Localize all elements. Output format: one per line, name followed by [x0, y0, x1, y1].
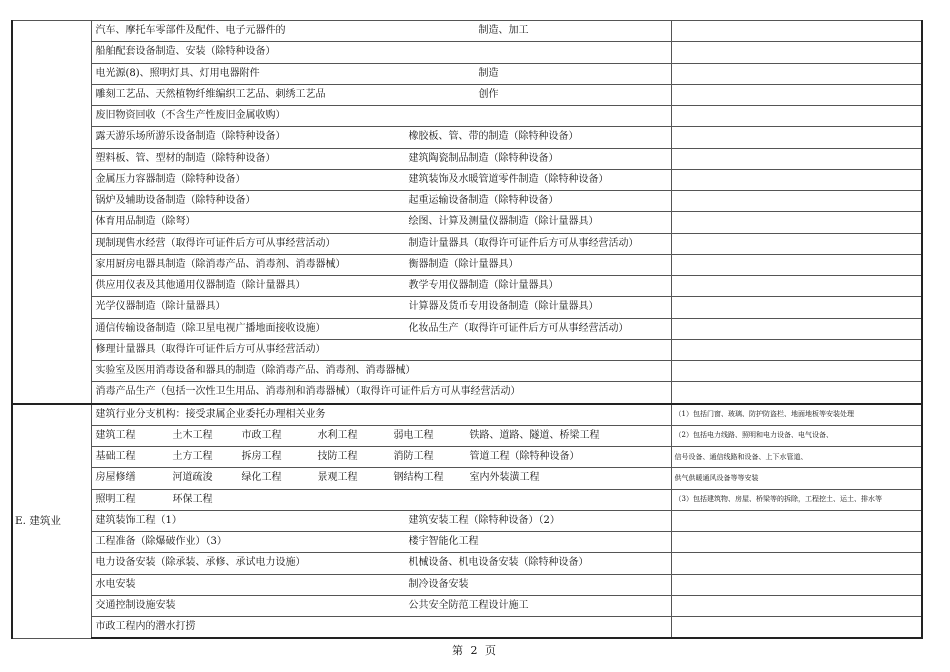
note-cell	[671, 361, 922, 382]
scope-item: 机械设备、机电设备安装（除特种设备）	[408, 557, 589, 569]
scope-item: 公共安全防范工程设计施工	[408, 599, 529, 611]
note-cell	[671, 617, 922, 639]
note-cell	[671, 297, 922, 318]
note-cell	[671, 489, 922, 510]
scope-item: 计算器及货币专用设备制造（除计量器具）	[408, 301, 599, 313]
scope-item: 修理计量器具（取得许可证件后方可从事经营活动）	[95, 343, 326, 355]
scope-item: 通信传输设备制造（除卫星电视广播地面接收设施）	[95, 322, 326, 334]
note-cell	[671, 169, 922, 190]
footnote-text: 信号设备、通信线路和设备、上下水管道、	[674, 452, 808, 461]
note-cell	[671, 276, 922, 297]
scope-item: 照明工程	[95, 493, 136, 505]
scope-item: 房屋修缮	[95, 472, 136, 484]
scope-item: 交通控制设施安装	[95, 599, 176, 611]
scope-cell	[91, 148, 671, 169]
table-row	[12, 489, 922, 510]
footnote-text: （1）包括门窗、玻璃、防护防盗栏、地面地板等安装处理	[674, 410, 854, 419]
table-row	[12, 276, 922, 297]
scope-item: 建筑装饰及水暖管道零件制造（除特种设备）	[408, 173, 609, 185]
table-row	[12, 404, 922, 426]
scope-cell	[91, 617, 671, 639]
scope-cell	[91, 212, 671, 233]
note-cell	[671, 318, 922, 339]
table-row	[12, 425, 922, 446]
scope-cell	[91, 447, 671, 468]
scope-cell	[91, 42, 671, 63]
scope-item: 衡器制造（除计量器具）	[408, 258, 519, 270]
table-row	[12, 318, 922, 339]
note-cell	[671, 84, 922, 105]
table-row	[12, 127, 922, 148]
scope-cell	[91, 21, 671, 42]
scope-cell	[91, 595, 671, 616]
scope-item: 雕刻工艺品、天然植物纤维编织工艺品、刺绣工艺品	[95, 88, 326, 100]
scope-item: 橡胶板、管、带的制造（除特种设备）	[408, 131, 579, 143]
note-cell	[671, 339, 922, 360]
scope-item: 建筑行业分支机构：接受隶属企业委托办理相关业务	[95, 408, 326, 420]
scope-cell	[91, 169, 671, 190]
scope-activity: 创作	[478, 88, 499, 100]
table-row	[12, 42, 922, 63]
category-label: E. 建筑业	[12, 404, 91, 639]
table-row	[12, 574, 922, 595]
scope-item: 电光源(8)、照明灯具、灯用电器附件	[95, 67, 260, 79]
note-cell	[671, 510, 922, 531]
scope-cell	[91, 233, 671, 254]
scope-item: 土木工程	[172, 429, 213, 441]
scope-cell	[91, 106, 671, 127]
note-cell	[671, 191, 922, 212]
table-row	[12, 106, 922, 127]
scope-item: 钢结构工程	[393, 472, 444, 484]
table-row	[12, 84, 922, 105]
table-row	[12, 63, 922, 84]
scope-cell	[91, 425, 671, 446]
scope-cell	[91, 127, 671, 148]
table-row	[12, 510, 922, 531]
table-row	[12, 254, 922, 275]
scope-item: 弱电工程	[393, 429, 434, 441]
scope-item: 建筑工程	[95, 429, 136, 441]
scope-item: 技防工程	[317, 451, 358, 463]
scope-item: 绘图、计算及测量仪器制造（除计量器具）	[408, 216, 599, 228]
note-cell	[671, 404, 922, 426]
scope-item: 现制现售水经营（取得许可证件后方可从事经营活动）	[95, 237, 336, 249]
note-cell	[671, 21, 922, 42]
scope-item: 化妆品生产（取得许可证件后方可从事经营活动）	[408, 322, 629, 334]
table-row	[12, 553, 922, 574]
table-row	[12, 191, 922, 212]
scope-cell	[91, 63, 671, 84]
scope-cell	[91, 510, 671, 531]
scope-item: 金属压力容器制造（除特种设备）	[95, 173, 246, 185]
scope-item: 管道工程（除特种设备）	[469, 451, 580, 463]
scope-activity: 制造	[478, 67, 499, 79]
scope-item: 景观工程	[317, 472, 358, 484]
scope-cell	[91, 191, 671, 212]
scope-cell	[91, 532, 671, 553]
scope-item: 供应用仪表及其他通用仪器制造（除计量器具）	[95, 280, 306, 292]
note-cell	[671, 148, 922, 169]
scope-item: 河道疏浚	[172, 472, 213, 484]
scope-item: 消防工程	[393, 451, 434, 463]
table-row	[12, 468, 922, 489]
note-cell	[671, 595, 922, 616]
scope-item: 露天游乐场所游乐设备制造（除特种设备）	[95, 131, 286, 143]
table-row	[12, 617, 922, 639]
scope-item: 土方工程	[172, 451, 213, 463]
scope-item: 船舶配套设备制造、安装（除特种设备）	[95, 46, 276, 58]
scope-cell	[91, 468, 671, 489]
note-cell	[671, 127, 922, 148]
scope-item: 工程准备（除爆破作业）（3）	[95, 536, 227, 548]
footnote-text: （2）包括电力线路、照明和电力设备、电气设备、	[674, 431, 833, 440]
note-cell	[671, 106, 922, 127]
note-cell	[671, 553, 922, 574]
table-row	[12, 297, 922, 318]
note-cell	[671, 532, 922, 553]
note-cell	[671, 447, 922, 468]
table-row	[12, 595, 922, 616]
scope-cell	[91, 361, 671, 382]
scope-item: 基础工程	[95, 451, 136, 463]
scope-item: 建筑陶瓷制品制造（除特种设备）	[408, 152, 559, 164]
note-cell	[671, 233, 922, 254]
note-cell	[671, 574, 922, 595]
scope-cell	[91, 318, 671, 339]
scope-cell	[91, 297, 671, 318]
scope-cell	[91, 553, 671, 574]
table-row	[12, 532, 922, 553]
scope-item: 塑料板、管、型材的制造（除特种设备）	[95, 152, 276, 164]
scope-cell	[91, 382, 671, 404]
scope-item: 楼宇智能化工程	[408, 536, 479, 548]
scope-item: 教学专用仪器制造（除计量器具）	[408, 280, 559, 292]
scope-item: 市政工程	[241, 429, 282, 441]
note-cell	[671, 468, 922, 489]
scope-item: 建筑安装工程（除特种设备）（2）	[408, 514, 560, 526]
scope-item: 家用厨房电器具制造（除消毒产品、消毒剂、消毒器械）	[95, 258, 346, 270]
scope-item: 拆房工程	[241, 451, 282, 463]
table-row	[12, 148, 922, 169]
page-number: 第 2 页	[452, 644, 498, 657]
scope-cell	[91, 254, 671, 275]
scope-item: 绿化工程	[241, 472, 282, 484]
scope-item: 铁路、道路、隧道、桥梁工程	[469, 429, 600, 441]
scope-item: 实验室及医用消毒设备和器具的制造（除消毒产品、消毒剂、消毒器械）	[95, 365, 416, 377]
note-cell	[671, 63, 922, 84]
footnote-text: （3）包括建筑物、房屋、桥梁等的拆除，工程挖土、运土、排水等	[674, 495, 882, 504]
scope-cell	[91, 339, 671, 360]
category-cell-continued	[12, 21, 91, 404]
scope-cell	[91, 574, 671, 595]
scope-item: 水利工程	[317, 429, 358, 441]
scope-cell	[91, 404, 671, 426]
scope-cell	[91, 84, 671, 105]
table-row	[12, 169, 922, 190]
scope-item: 水电安装	[95, 578, 136, 590]
business-scope-table	[11, 20, 923, 639]
scope-item: 电力设备安装（除承装、承修、承试电力设施）	[95, 557, 306, 569]
scope-item: 汽车、摩托车零部件及配件、电子元器件的	[95, 25, 286, 37]
scope-item: 室内外装潢工程	[469, 472, 540, 484]
table-row	[12, 447, 922, 468]
footnote-text: 供气供暖通风设备等等安装	[674, 473, 759, 482]
table-row	[12, 233, 922, 254]
note-cell	[671, 212, 922, 233]
scope-item: 建筑装饰工程（1）	[95, 514, 182, 526]
note-cell	[671, 425, 922, 446]
note-cell	[671, 382, 922, 404]
scope-item: 锅炉及辅助设备制造（除特种设备）	[95, 195, 256, 207]
table-row	[12, 21, 922, 42]
scope-item: 市政工程内的潜水打捞	[95, 621, 196, 633]
scope-item: 制冷设备安装	[408, 578, 469, 590]
scope-item: 环保工程	[172, 493, 213, 505]
scope-item: 消毒产品生产（包括一次性卫生用品、消毒剂和消毒器械）（取得许可证件后方可从事经营活动）	[95, 386, 521, 398]
scope-item: 废旧物资回收（不含生产性废旧金属收购）	[95, 110, 286, 122]
scope-item: 起重运输设备制造（除特种设备）	[408, 195, 559, 207]
table-row	[12, 212, 922, 233]
table-row	[12, 361, 922, 382]
scope-activity: 制造、加工	[478, 25, 529, 37]
table-row	[12, 339, 922, 360]
note-cell	[671, 254, 922, 275]
note-cell	[671, 42, 922, 63]
scope-item: 光学仪器制造（除计量器具）	[95, 301, 226, 313]
scope-cell	[91, 276, 671, 297]
table-row	[12, 382, 922, 404]
scope-item: 体育用品制造（除弩）	[95, 216, 196, 228]
scope-item: 制造计量器具（取得许可证件后方可从事经营活动）	[408, 237, 639, 249]
scope-cell	[91, 489, 671, 510]
